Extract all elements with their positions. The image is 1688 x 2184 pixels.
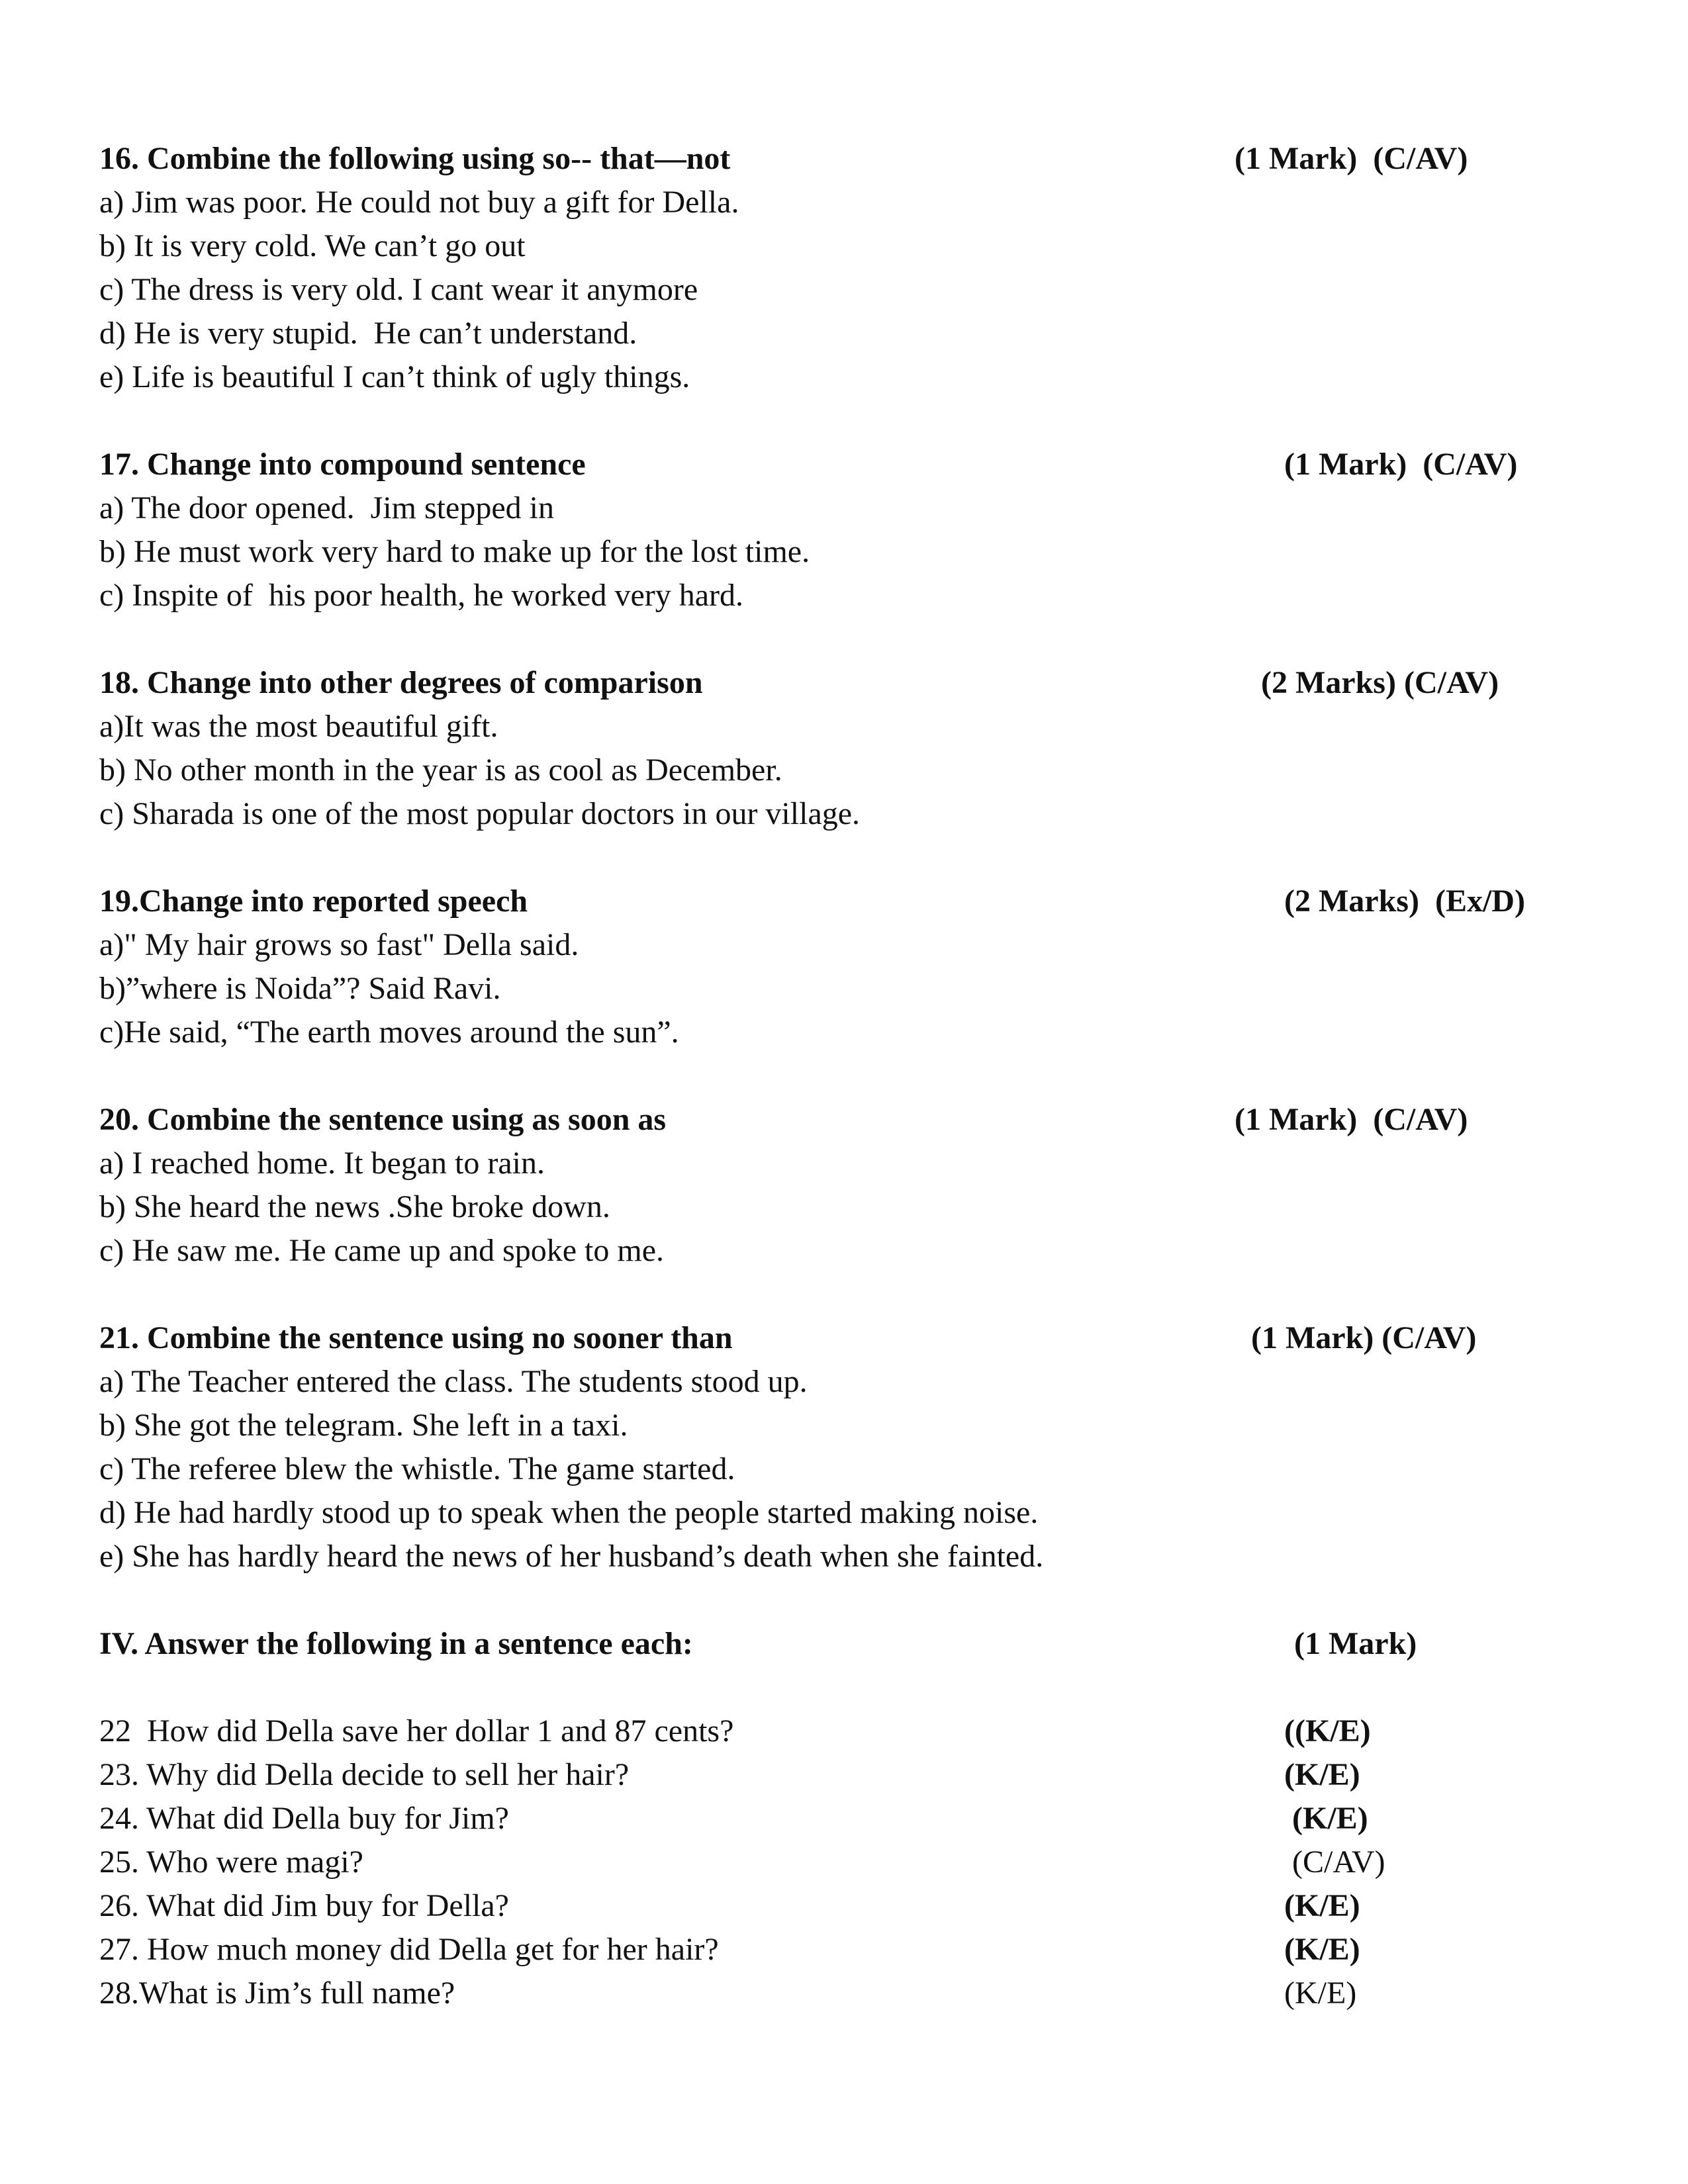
question-26: 26. What did Jim buy for Della? [99,1888,509,1923]
q21-item-a: a) The Teacher entered the class. The students stood up. [99,1364,808,1399]
q20-marks: (1 Mark) (C/AV) [1235,1102,1468,1137]
part-iv-marks: (1 Mark) [1294,1626,1417,1661]
q20-item-c: c) He saw me. He came up and spoke to me. [99,1233,665,1268]
question-23: 23. Why did Della decide to sell her hair? [99,1757,630,1792]
question-27: 27. How much money did Della get for her hair? [99,1932,719,1967]
q18-marks: (2 Marks) (C/AV) [1261,665,1499,700]
q19-marks: (2 Marks) (Ex/D) [1284,884,1525,919]
q20-title: 20. Combine the sentence using as soon as [99,1102,667,1137]
question-26-tag: (K/E) [1284,1888,1360,1923]
q17-item-b: b) He must work very hard to make up for the lost time. [99,534,810,569]
question-28-tag: (K/E) [1284,1976,1357,2011]
q18-item-a: a)It was the most beautiful gift. [99,709,498,744]
q19-item-b: b)”where is Noida”? Said Ravi. [99,971,501,1006]
q21-item-e: e) She has hardly heard the news of her husband’s death when she fainted. [99,1539,1044,1574]
q17-item-a: a) The door opened. Jim stepped in [99,490,554,525]
q19-title: 19.Change into reported speech [99,884,528,919]
q21-marks: (1 Mark) (C/AV) [1251,1320,1477,1355]
q16-marks: (1 Mark) (C/AV) [1235,141,1468,176]
question-22-tag: ((K/E) [1284,1713,1371,1749]
q21-title: 21. Combine the sentence using no sooner than [99,1320,733,1355]
q16-item-d: d) He is very stupid. He can’t understand. [99,316,637,351]
part-iv-title: IV. Answer the following in a sentence each: [99,1626,693,1661]
q16-item-e: e) Life is beautiful I can’t think of ugly things. [99,359,690,394]
question-27-tag: (K/E) [1284,1932,1360,1967]
question-24-tag: (K/E) [1292,1801,1368,1836]
question-25: 25. Who were magi? [99,1844,363,1880]
q20-item-a: a) I reached home. It began to rain. [99,1146,545,1181]
q17-item-c: c) Inspite of his poor health, he worked very hard. [99,578,744,613]
q19-item-c: c)He said, “The earth moves around the sun”. [99,1015,679,1050]
question-24: 24. What did Della buy for Jim? [99,1801,509,1836]
q18-item-c: c) Sharada is one of the most popular doctors in our village. [99,796,861,831]
q19-item-a: a)" My hair grows so fast" Della said. [99,927,579,962]
q16-item-b: b) It is very cold. We can’t go out [99,228,526,263]
q18-title: 18. Change into other degrees of comparison [99,665,703,700]
question-28: 28.What is Jim’s full name? [99,1976,455,2011]
q16-item-a: a) Jim was poor. He could not buy a gift for Della. [99,185,739,220]
q21-item-c: c) The referee blew the whistle. The game started. [99,1451,735,1486]
question-25-tag: (C/AV) [1292,1844,1385,1880]
question-23-tag: (K/E) [1284,1757,1360,1792]
question-22: 22 How did Della save her dollar 1 and 87 cents? [99,1713,734,1749]
q16-item-c: c) The dress is very old. I cant wear it anymore [99,272,698,307]
q16-title: 16. Combine the following using so-- that—not [99,141,731,176]
q20-item-b: b) She heard the news .She broke down. [99,1189,610,1224]
q17-marks: (1 Mark) (C/AV) [1284,447,1518,482]
q21-item-d: d) He had hardly stood up to speak when the people started making noise. [99,1495,1039,1530]
q18-item-b: b) No other month in the year is as cool as December. [99,752,782,788]
q17-title: 17. Change into compound sentence [99,447,586,482]
q21-item-b: b) She got the telegram. She left in a taxi. [99,1408,628,1443]
